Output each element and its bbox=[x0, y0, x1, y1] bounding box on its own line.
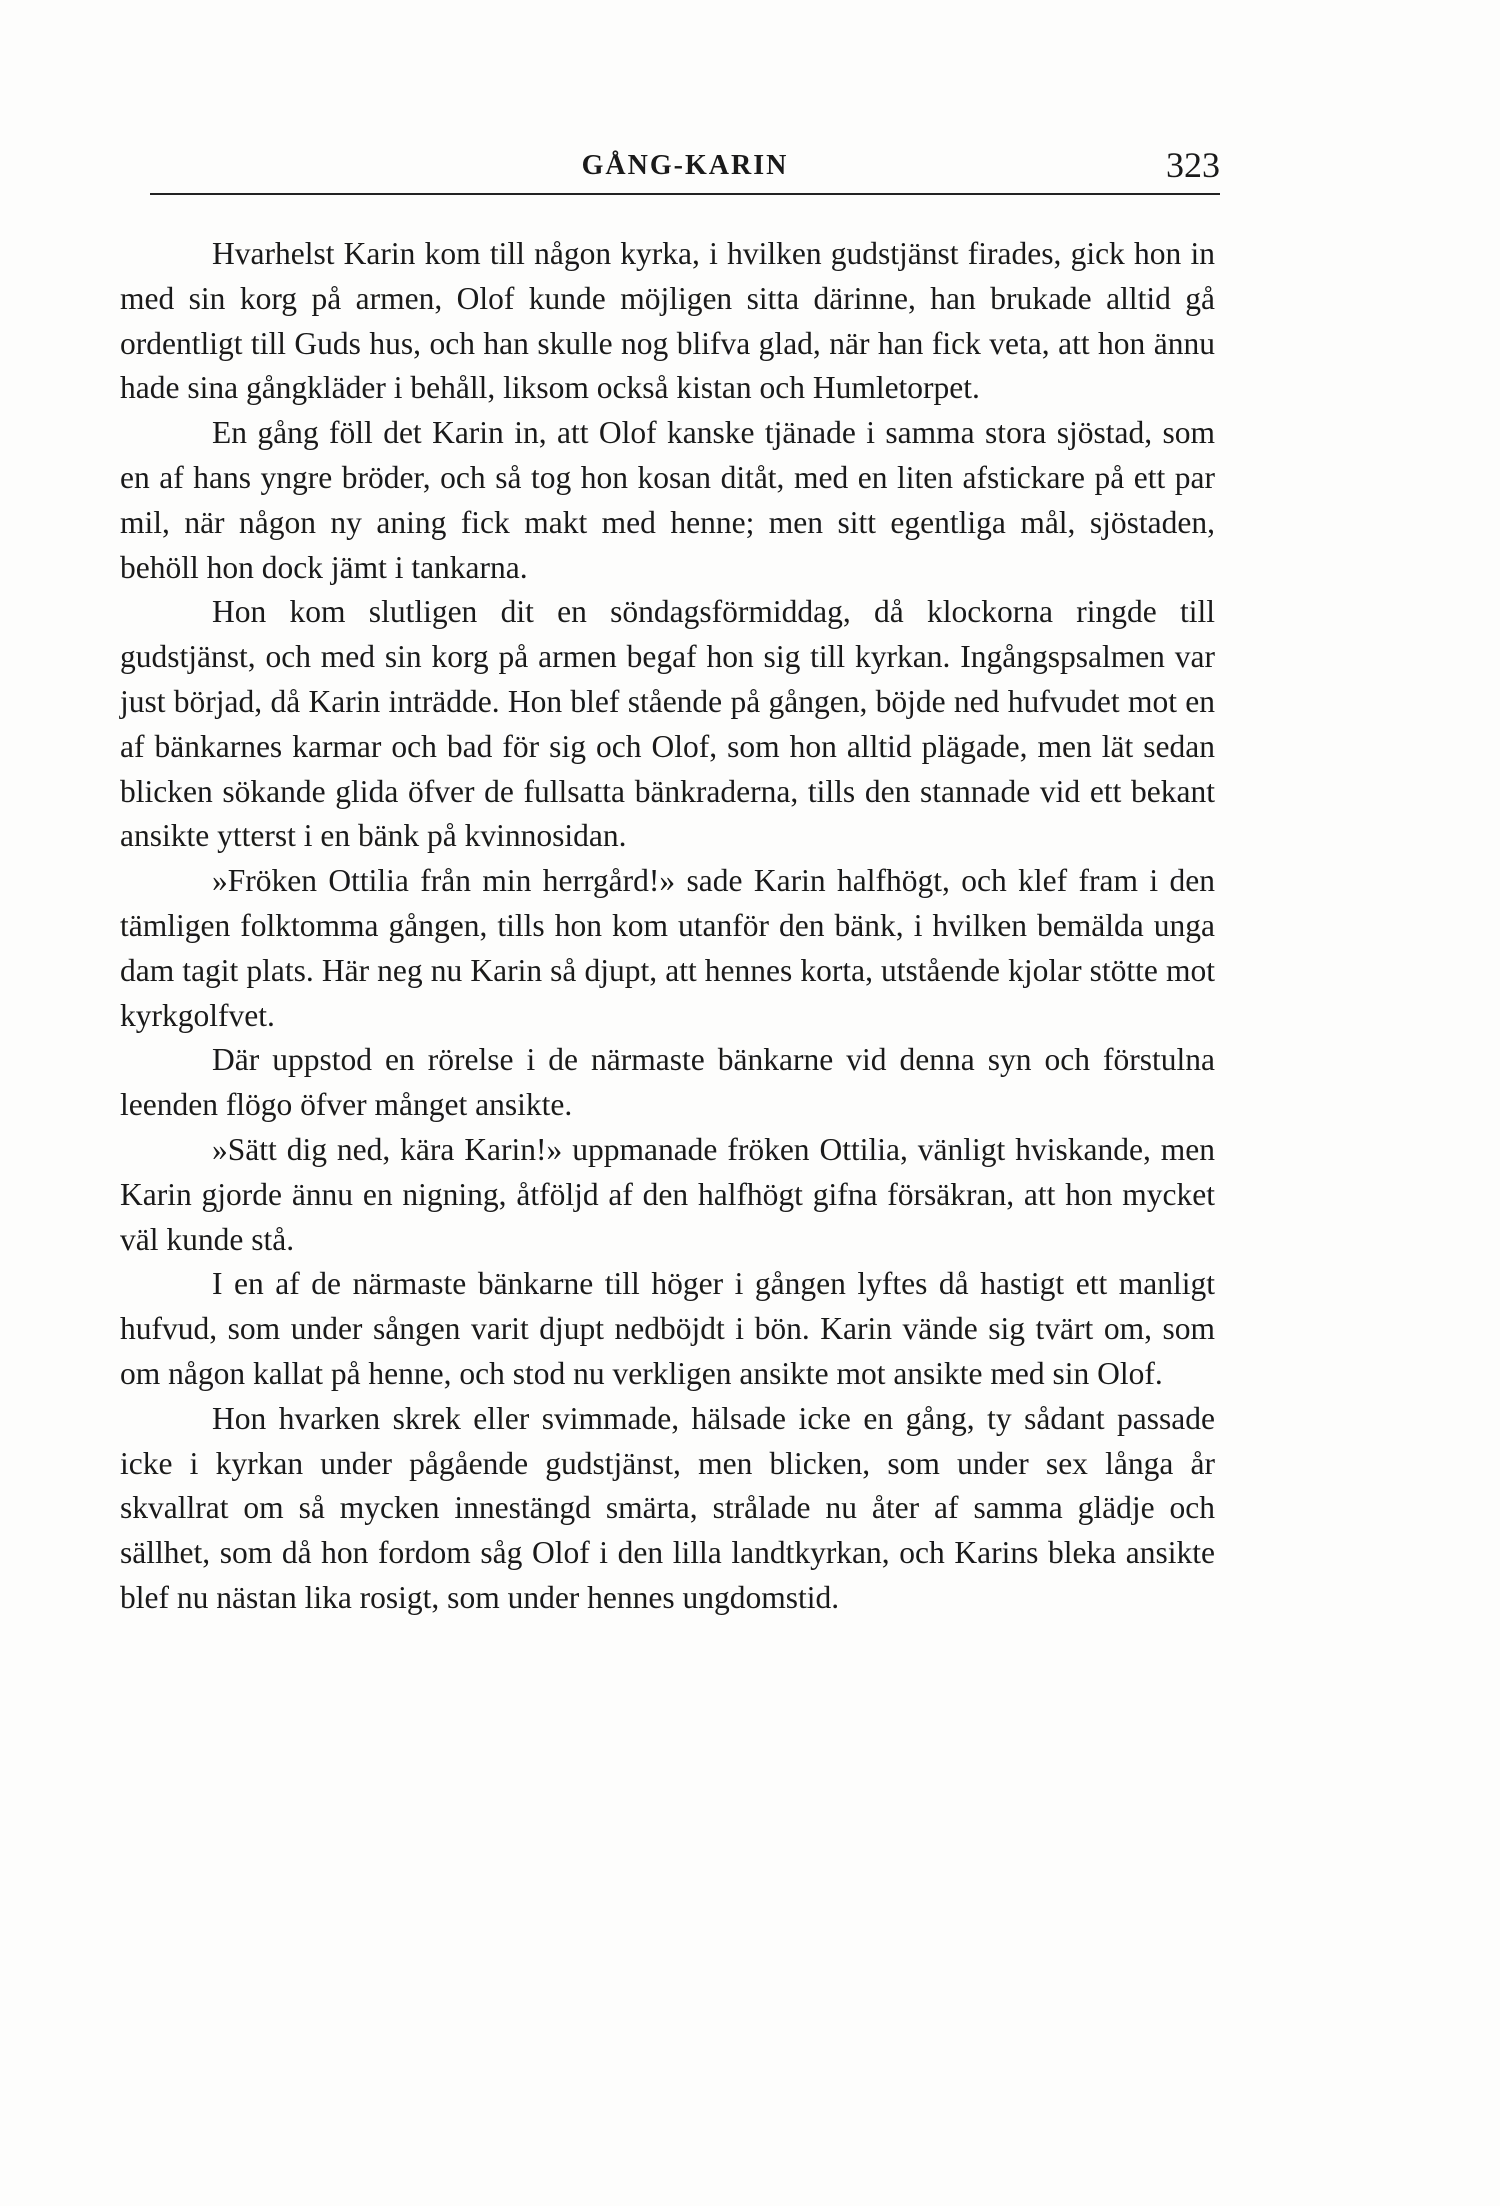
paragraph-4: »Fröken Ottilia från min herrgård!» sade Karin halfhögt, och klef fram i den tämligen folktomma gången, tills hon kom utanför den bänk, i hvilken bemälda unga dam tagit plats. Här neg nu Karin så djupt, att hennes korta, utstående kjolar stötte mot kyrkgolfvet. bbox=[120, 863, 1215, 1033]
page-header bbox=[150, 140, 1220, 190]
paragraph-1: Hvarhelst Karin kom till någon kyrka, i hvilken gudstjänst firades, gick hon in med sin korg på armen, Olof kunde möjligen sitta därinne, han brukade alltid gå ordentligt till Guds hus, och han skulle nog blifva glad, när han fick veta, att hon ännu hade sina gångkläder i behåll, liksom också kistan och Humletorpet. bbox=[120, 236, 1215, 406]
paragraph-8: Hon hvarken skrek eller svimmade, hälsade icke en gång, ty sådant passade icke i kyrkan under pågående gudstjänst, men blicken, som under sex långa år skvallrat om så mycken innestängd smärta, strålade nu åter af samma glädje och sällhet, som då hon fordom såg Olof i den lilla landtkyrkan, och Karins bleka ansikte blef nu nästan lika rosigt, som under hennes ungdomstid. bbox=[120, 1400, 1215, 1615]
page-number: 323 bbox=[1166, 145, 1220, 185]
paragraph-6: »Sätt dig ned, kära Karin!» uppmanade fröken Ottilia, vänligt hviskande, men Karin gjorde ännu en nigning, åtföljd af den halfhögt gifna försäkran, att hon mycket väl kunde stå. bbox=[120, 1131, 1215, 1257]
header-rule bbox=[150, 193, 1220, 195]
paragraph-2: En gång föll det Karin in, att Olof kanske tjänade i samma stora sjöstad, som en af hans yngre bröder, och så tog hon kosan ditåt, med en liten afstickare på ett par mil, när någon ny aning fick makt med henne; men sitt egentliga mål, sjöstaden, behöll hon dock jämt i tankarna. bbox=[120, 415, 1215, 585]
paragraph-7: I en af de närmaste bänkarne till höger i gången lyftes då hastigt ett manligt hufvud, som under sången varit djupt nedböjdt i bön. Karin vände sig tvärt om, som om någon kallat på henne, och stod nu verkligen ansikte mot ansikte med sin Olof. bbox=[120, 1266, 1215, 1391]
paragraph-3: Hon kom slutligen dit en söndagsförmiddag, då klockorna ringde till gudstjänst, och med sin korg på armen begaf hon sig till kyrkan. Ingångspsalmen var just börjad, då Karin inträdde. Hon blef stående på gången, böjde ned hufvudet mot en af bänkarnes karmar och bad för sig och Olof, som hon alltid plägade, men lät sedan blicken sökande glida öfver de fullsatta bänkraderna, tills den stannade vid ett bekant ansikte ytterst i en bänk på kvinnosidan. bbox=[120, 594, 1215, 854]
paragraph-5: Där uppstod en rörelse i de närmaste bänkarne vid denna syn och förstulna leenden flögo öfver månget ansikte. bbox=[120, 1042, 1215, 1123]
running-head: GÅNG-KARIN bbox=[581, 150, 789, 181]
body-text bbox=[120, 232, 1215, 1621]
